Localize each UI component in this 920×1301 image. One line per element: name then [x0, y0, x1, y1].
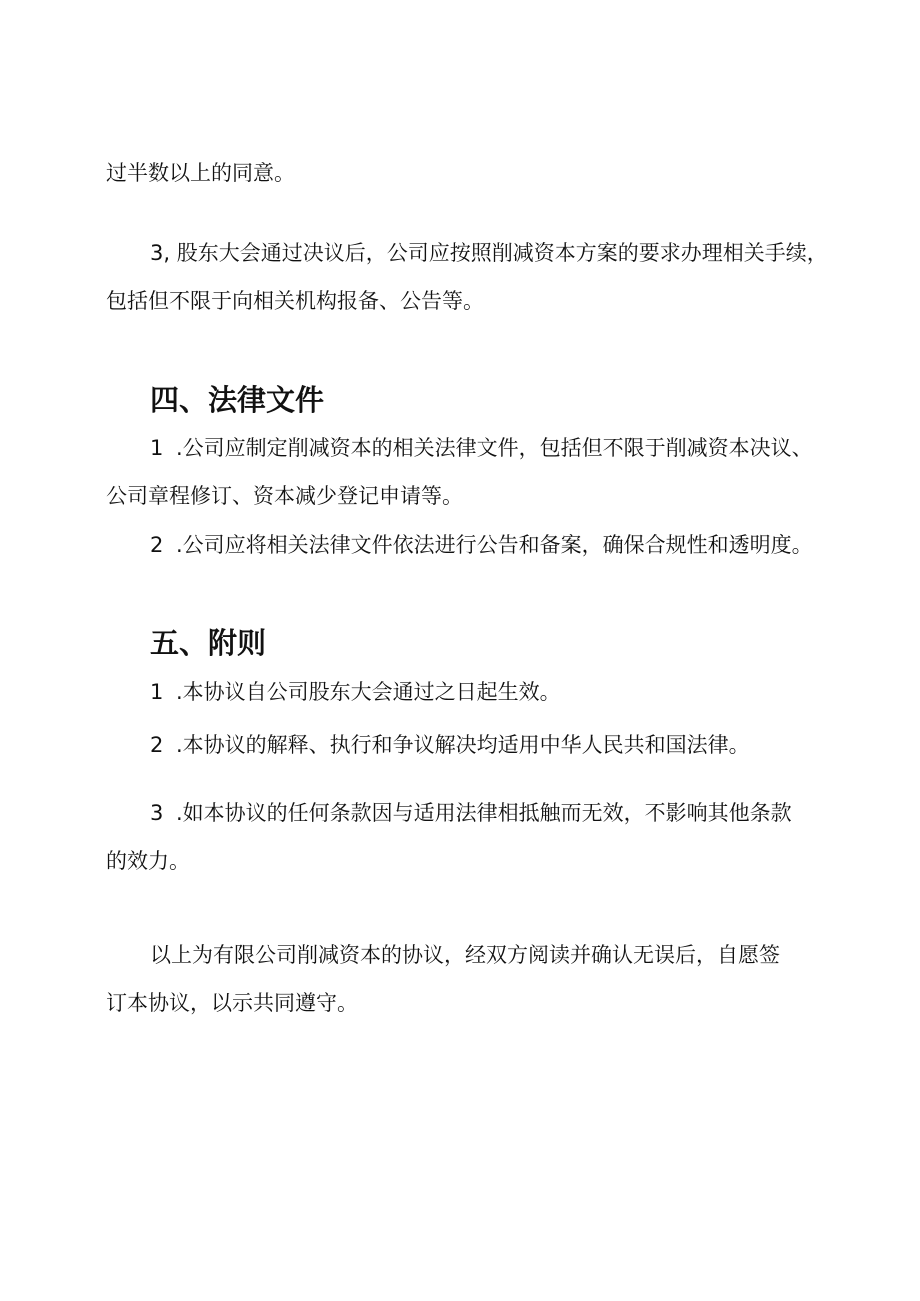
- closing-line-2: 订本协议，以示共同遵守。: [106, 991, 358, 1015]
- section-5-item-3-line-2: 的效力。: [106, 849, 190, 873]
- paragraph-3-line-2: 包括但不限于向相关机构报备、公告等。: [106, 289, 484, 313]
- section-4-title: 四、法律文件: [150, 383, 325, 417]
- item-text: .如本协议的任何条款因与适用法律相抵触而无效，不影响其他条款: [176, 801, 792, 825]
- item-text: .本协议的解释、执行和争议解决均适用中华人民共和国法律。: [176, 733, 750, 757]
- item-number: 1: [150, 436, 164, 460]
- paragraph-continuation: 过半数以上的同意。: [106, 161, 295, 185]
- item-number: 1: [150, 680, 164, 704]
- item-text: .公司应制定削减资本的相关法律文件，包括但不限于削减资本决议、: [176, 436, 813, 460]
- section-4-item-1-line-1: [150, 433, 813, 463]
- closing-line-1: 以上为有限公司削减资本的协议，经双方阅读并确认无误后，自愿签: [150, 943, 780, 967]
- section-4-item-1-line-2: 公司章程修订、资本减少登记申请等。: [106, 484, 463, 508]
- section-5-title: 五、附则: [150, 626, 267, 660]
- section-5-item-1: [150, 677, 561, 707]
- item-number: 3: [150, 801, 164, 825]
- section-5-item-3-line-1: [150, 798, 792, 828]
- section-4-item-2-line-1: [150, 530, 813, 560]
- paragraph-3-line-1: 3, 股东大会通过决议后，公司应按照削减资本方案的要求办理相关手续，: [150, 241, 828, 265]
- item-number: 2: [150, 733, 164, 757]
- section-5-item-2: [150, 730, 750, 760]
- item-text: .公司应将相关法律文件依法进行公告和备案，确保合规性和透明度。: [176, 533, 813, 557]
- item-number: 2: [150, 533, 164, 557]
- item-text: .本协议自公司股东大会通过之日起生效。: [176, 680, 561, 704]
